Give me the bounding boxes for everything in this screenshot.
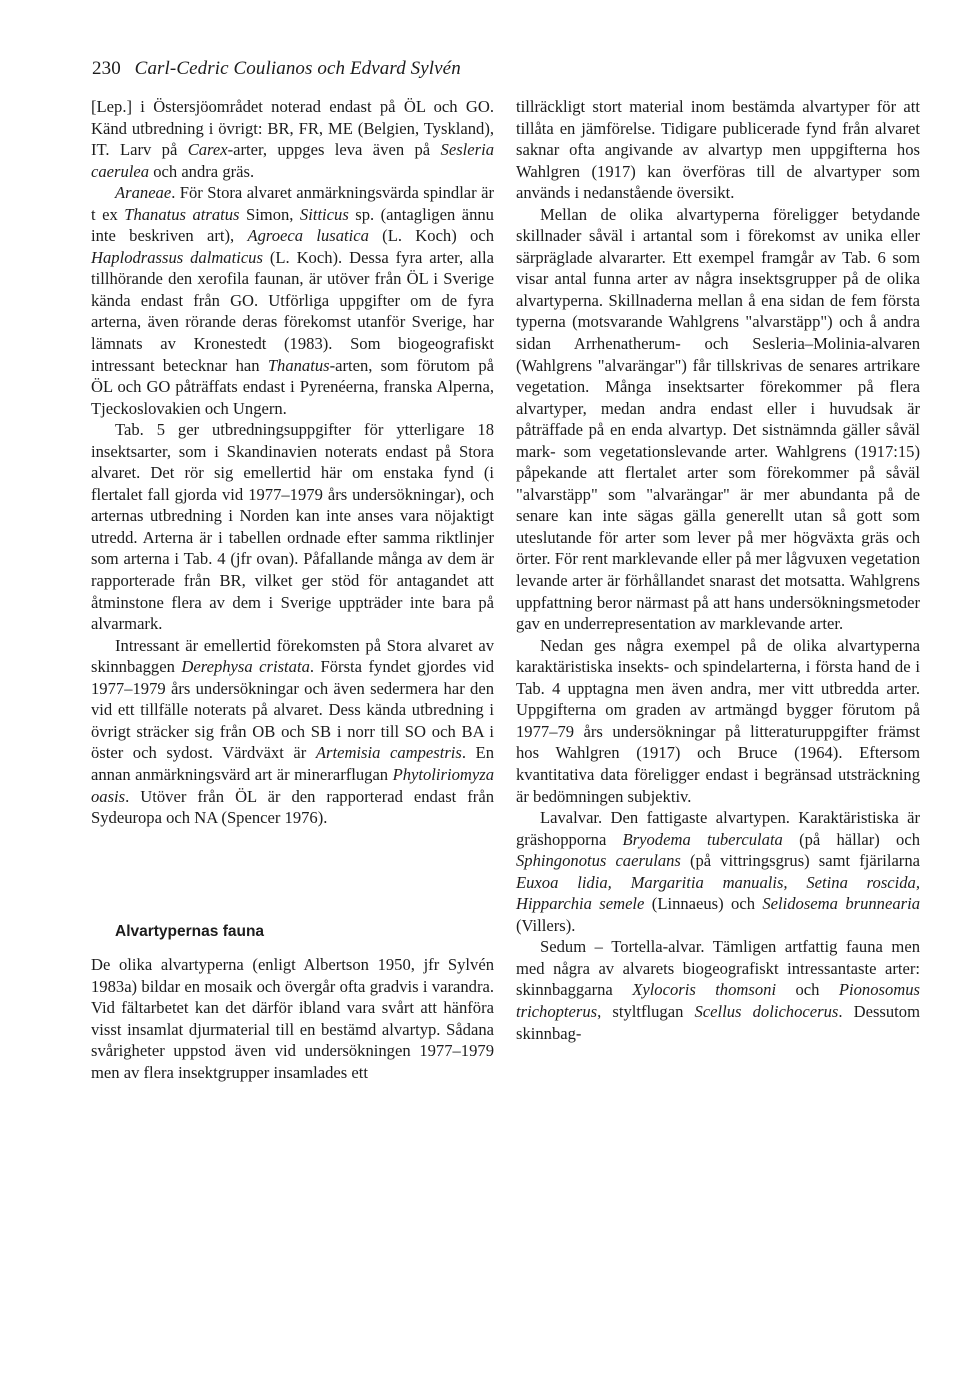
paragraph	[91, 419, 494, 634]
text-run: , styltflugan	[597, 1001, 695, 1021]
text-run: (L. Koch) och	[368, 226, 495, 246]
italic-text: Phytoliriomyza oasis	[91, 764, 494, 806]
paragraph	[516, 936, 920, 1044]
spacer	[91, 942, 494, 954]
text-run: . En annan anmärkningsvärd art är minerarflugan	[91, 743, 494, 784]
page-number: 230	[92, 58, 121, 79]
italic-text: Haplodrassus dalmaticus	[91, 247, 263, 267]
text-run: De olika alvartyperna (enligt Albertson 1950, jfr Sylvén 1983a) bildar en mosaik och övergår ofta gradvis i varandra. Vid fältarbetet kan det därför ibland vara svårt att hänföra visst insamlat djurmaterial till en bestämd alvartyp. Sådana svårigheter uppstod även vid undersökningen 1977–1979 men av flera insektgrupper insamlades ett	[91, 955, 494, 1082]
text-run: (på hällar) och	[782, 829, 920, 849]
italic-text: Bryodema tuberculata	[622, 829, 783, 849]
paragraph	[91, 635, 494, 829]
text-run: -arten, som förutom på ÖL och GO påträffats endast i Pyrenéerna, franska Alperna, Tjeckoslovakien och Ungern.	[91, 355, 494, 418]
italic-text: Euxoa lidia, Margaritia manualis, Setina roscida, Hipparchia semele	[516, 872, 920, 914]
paragraph	[516, 96, 920, 204]
italic-text: Carex	[187, 140, 228, 160]
italic-text: Sphingonotus caerulans	[516, 851, 681, 871]
text-run: Tab. 5 ger utbredningsuppgifter för ytterligare 18 insektsarter, som i Skandinavien noterats endast på Stora alvaret. Det rör sig emellertid här om enstaka fynd (i flertalet fall gjorda vid 1977–1979 års undersökningar), och arternas utbredning i Norden kan inte anses vara nöjaktigt utredd. Arterna är i tabellen ordnade efter samma riktlinjer som arterna i Tab. 4 (jfr ovan). Påfallande många av dem är rapporterade från BR, vilket ger stöd för antagandet att åtminstone flera av dem i Sverige uppträder inte bara på alvarmark.	[91, 420, 494, 634]
running-header	[92, 58, 461, 80]
text-run: och	[776, 980, 839, 1000]
paragraph	[91, 182, 494, 419]
text-run: Sedum – Tortella-alvar. Tämligen artfattig fauna men med några av alvarets biogeografiskt intressantaste arter: skinnbaggarna	[516, 937, 920, 1000]
text-run: Intressant är emellertid förekomsten på Stora alvaret av skinnbaggen	[91, 635, 494, 677]
paragraph	[91, 954, 494, 1083]
italic-text: Xylocoris thomsoni	[632, 980, 777, 1000]
left-column	[91, 96, 494, 1083]
italic-text: Pionosomus trichopterus	[516, 980, 920, 1021]
text-run: (Linnaeus) och	[644, 894, 763, 914]
text-run: (Villers).	[516, 915, 576, 935]
section-heading: Alvartypernas fauna	[115, 922, 265, 940]
text-run: och andra gräs.	[149, 161, 255, 181]
italic-text: Sitticus	[299, 204, 349, 224]
text-run: . För Stora alvaret anmärkningsvärda spindlar är t ex	[91, 183, 494, 224]
italic-text: Araneae	[115, 183, 172, 203]
italic-text: Sesleria caerulea	[91, 140, 494, 181]
text-run: Lavalvar. Den fattigaste alvartypen. Karaktäristiska är gräshopporna	[516, 808, 920, 849]
italic-text: Thanatus atratus	[124, 204, 240, 224]
text-run: . Dessutom skinnbag-	[516, 1001, 920, 1043]
text-run: Simon,	[239, 204, 300, 224]
text-run: . Första fyndet gjordes vid 1977–1979 års undersökningar och även sedermera har den vid ett tillfälle noterats på alvaret. Dess kända utbredning i övrigt sträcker sig från OB och SB i norr till SO och BA i öster och sydost. Värdväxt är	[91, 657, 494, 763]
running-header-authors: Carl-Cedric Coulianos och Edvard Sylvén	[134, 58, 461, 79]
paragraph	[516, 807, 920, 936]
text-run: -arter, uppges leva även på	[227, 140, 441, 160]
text-run: (L. Koch). Dessa fyra arter, alla tillhörande den xerofila faunan, är utöver från ÖL i Sverige kända endast från GO. Utförliga uppgifter om de fyra arterna, även rörande deras förekomst utanför Sverige, har lämnats av Kronestedt (1983). Som biogeografiskt intressant betecknar han	[91, 247, 494, 375]
paragraph	[516, 204, 920, 635]
text-run: Nedan ges några exempel på de olika alvartyperna karaktäristiska insekts- och spindelarterna, i första hand de i Tab. 4 upptagna men även andra, mer vitt utbredda arter. Uppgifterna om graden av artmängd bygger förutom på 1977–79 års undersökningar på litteraturuppgifter främst hos Wahlgren (1917) och Bruce (1964). Eftersom kvantitativa data föreligger endast i begränsad utsträckning är bedömningen subjektiv.	[516, 635, 920, 806]
text-run: tillräckligt stort material inom bestämda alvartyper för att tillåta en jämförelse. Tidigare publicerade fynd från alvaret saknar ofta angivande av alvartyp men uppgifterna hos Wahlgren (1917) kan överföras till de alvartyper som används i nedanstående översikt.	[516, 97, 920, 203]
right-column	[516, 96, 920, 1044]
italic-text: Scellus dolichocerus	[694, 1001, 839, 1021]
italic-text: Agroeca lusatica	[247, 226, 369, 246]
paragraph	[91, 96, 494, 182]
text-run: [Lep.] i Östersjöområdet noterad endast på ÖL och GO. Känd utbredning i övrigt: BR, FR, ME (Belgien, Tyskland), IT. Larv på	[91, 97, 494, 160]
text-run: Mellan de olika alvartyperna föreligger betydande skillnader såväl i artantal som i förekomst av unika eller särpräglade alvararter. Ett exempel framgår av Tab. 6 som visar antal funna arter av några insektsgrupper på de olika alvartyperna. Skillnaderna mellan å ena sidan de fem första typerna (motsvarande Wahlgrens "alvarstäpp") och å andra sidan Arrhenatherum- och Sesleria–Molinia-alvaren (Wahlgrens "alvarängar") får tillskrivas de senares artrikare vegetation. Många insektsarter förekommer på flera alvartyper, medan andra endast eller i huvudsak är påträffade på en enda alvartyp. Det sistnämnda gäller såväl mark- som vegetationslevande arter. Wahlgrens (1917:15) påpekande att flertalet arter som förekommer på såväl "alvarstäpp" som "alvarängar" är mer abundanta på de senare kan inte sägas gälla generellt utan så gott som uteslutande för arter som lever på mer högväxta gräs och örter. För rent marklevande eller på mer lågvuxen vegetation levande arter är förhållandet snarast det motsatta. Wahlgrens uppfattning beror närmast på att hans undersökningsmetoder gav en underrepresentation av marklevande arter.	[516, 204, 920, 634]
text-run: (på vittringsgrus) samt fjärilarna	[680, 851, 920, 871]
italic-text: Derephysa cristata	[181, 657, 310, 677]
text-run: . Utöver från ÖL är den rapporterad endast från Sydeuropa och NA (Spencer 1976).	[91, 786, 494, 828]
spacer	[91, 829, 494, 921]
paragraph	[516, 635, 920, 807]
italic-text: Thanatus	[267, 355, 330, 375]
italic-text: Artemisia campestris	[315, 743, 462, 763]
italic-text: Selidosema brunnearia	[762, 894, 920, 914]
text-run: sp. (antagligen ännu inte beskriven art),	[91, 204, 494, 246]
